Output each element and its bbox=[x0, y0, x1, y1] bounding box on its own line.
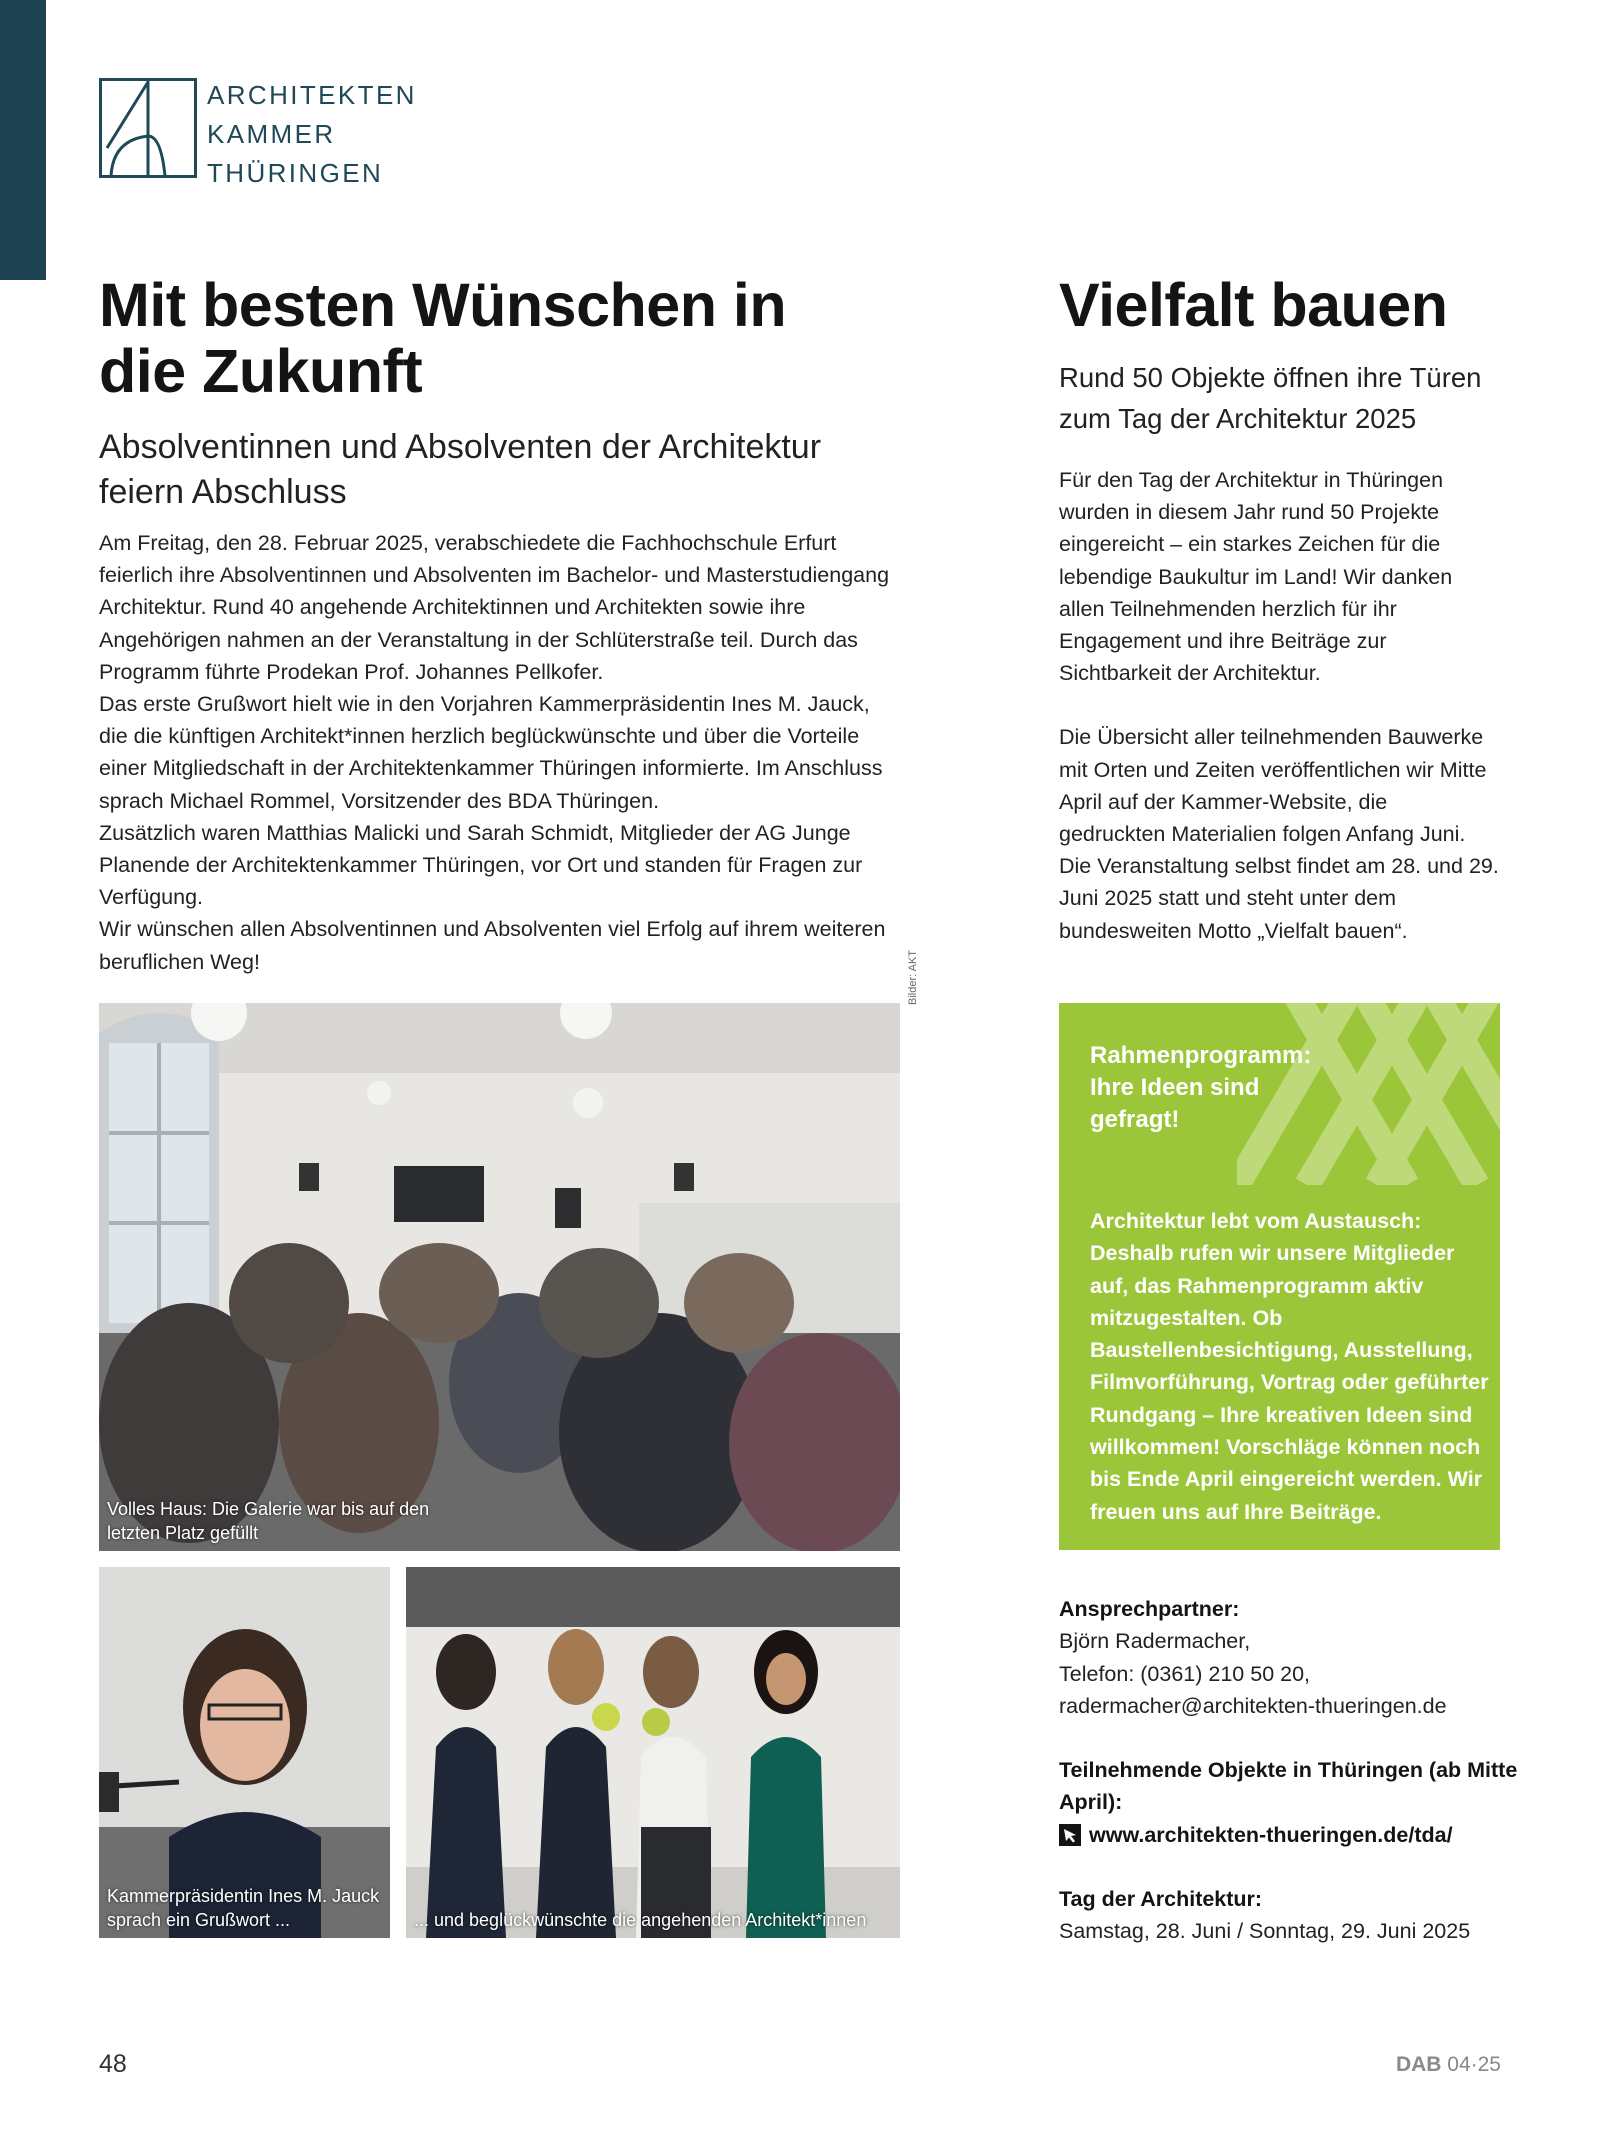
caption-president: Kammerpräsidentin Ines M. Jauck sprach ein Grußwort ... bbox=[107, 1886, 380, 1930]
left-article-title: Mit besten Wünschen in die Zukunft bbox=[99, 271, 787, 405]
caption-hall: Volles Haus: Die Galerie war bis auf den letzten Platz gefüllt bbox=[107, 1499, 430, 1543]
objects-link-text[interactable]: www.architekten-thueringen.de/tda/ bbox=[1089, 1822, 1453, 1847]
photo-president bbox=[99, 1567, 390, 1938]
photo-congrats bbox=[406, 1567, 900, 1938]
right-article-subtitle: Rund 50 Objekte öffnen ihre Türen zum Tag der Architektur 2025 bbox=[1059, 362, 1482, 434]
logo-wordmark bbox=[207, 76, 417, 193]
logo-mark-icon bbox=[99, 78, 197, 178]
objects-link[interactable] bbox=[1059, 1819, 1519, 1851]
side-accent-bar bbox=[0, 0, 46, 280]
contact-section bbox=[1059, 1593, 1519, 1980]
congrats-photo-illustration bbox=[406, 1567, 900, 1938]
left-paragraph: Am Freitag, den 28. Februar 2025, verabschiedete die Fachhochschule Erfurt feierlich ihre Absolventinnen und Absolventen im Bachelor- und Masterstudiengang Architektur. Rund 40 angehende Architektinnen und Architekten sowie ihre Angehörigen nahmen an der Veranstaltung in der Schlüterstraße teil. Durch das Programm führte Prodekan Prof. Johannes Pellkofer. bbox=[99, 531, 890, 684]
president-photo-illustration bbox=[99, 1567, 390, 1938]
contact-email[interactable]: radermacher@architekten-thueringen.de bbox=[1059, 1693, 1447, 1718]
contact-phone[interactable]: Telefon: (0361) 210 50 20, bbox=[1059, 1661, 1311, 1686]
program-callout-box bbox=[1059, 1003, 1500, 1550]
caption-congrats: ... und beglückwünschte die angehenden Architekt*innen bbox=[414, 1910, 867, 1930]
hall-photo-illustration bbox=[99, 1003, 900, 1551]
left-paragraph: Zusätzlich waren Matthias Malicki und Sarah Schmidt, Mitglieder der AG Junge Planende der Architektenkammer Thüringen, vor Ort und standen für Fragen zur Verfügung. bbox=[99, 820, 863, 910]
left-paragraph: Das erste Grußwort hielt wie in den Vorjahren Kammerpräsidentin Ines M. Jauck, die die künftigen Architekt*innen herzlich beglückwünschte und über die Vorteile einer Mitgliedschaft in der Architektenkammer Thüringen informierte. Im Anschluss sprach Michael Rommel, Vorsitzender des BDA Thüringen. bbox=[99, 692, 883, 813]
contact-label: Ansprechpartner: bbox=[1059, 1597, 1240, 1621]
logo-line-3: THÜRINGEN bbox=[207, 158, 384, 188]
right-paragraph: Die Übersicht aller teilnehmenden Bauwerke mit Orten und Zeiten veröffentlichen wir Mitte April auf der Kammer-Website, die gedruckten Materialien folgen Anfang Juni. Die Veranstaltung selbst findet am 28. und 29. Juni 2025 statt und steht unter dem bundesweiten Motto „Vielfalt bauen“. bbox=[1059, 725, 1499, 943]
right-paragraph: Für den Tag der Architektur in Thüringen wurden in diesem Jahr rund 50 Projekte eingereicht – ein starkes Zeichen für die lebendige Baukultur im Land! Wir danken allen Teilnehmenden herzlich für ihr Engagement und ihre Beiträge zur Sichtbarkeit der Architektur. bbox=[1059, 468, 1453, 686]
right-article-body bbox=[1059, 464, 1499, 947]
photo-hall bbox=[99, 1003, 900, 1551]
chamber-logo[interactable] bbox=[99, 78, 419, 188]
objects-block bbox=[1059, 1754, 1519, 1851]
left-paragraph: Wir wünschen allen Absolventinnen und Absolventen viel Erfolg auf ihrem weiteren beruflichen Weg! bbox=[99, 917, 886, 974]
left-article-body bbox=[99, 527, 902, 978]
left-article-subtitle: Absolventinnen und Absolventen der Architektur feiern Abschluss bbox=[99, 428, 822, 511]
contact-name: Björn Radermacher, bbox=[1059, 1629, 1251, 1654]
callout-title: Rahmenprogramm: Ihre Ideen sind gefragt! bbox=[1090, 1042, 1312, 1133]
logo-line-2: KAMMER bbox=[207, 119, 336, 149]
issue-number: 04·25 bbox=[1447, 2053, 1501, 2076]
external-link-arrow-icon bbox=[1059, 1824, 1081, 1846]
tda-dates: Samstag, 28. Juni / Sonntag, 29. Juni 2025 bbox=[1059, 1919, 1471, 1944]
magazine-issue bbox=[1396, 2053, 1501, 2077]
logo-line-1: ARCHITEKTEN bbox=[207, 80, 417, 110]
page-number: 48 bbox=[99, 2050, 127, 2078]
tda-label: Tag der Architektur: bbox=[1059, 1887, 1263, 1912]
tda-block bbox=[1059, 1883, 1519, 1948]
right-article-title: Vielfalt bauen bbox=[1059, 271, 1448, 339]
callout-body: Architektur lebt vom Austausch: Deshalb rufen wir unsere Mitglieder auf, das Rahmenprogramm aktiv mitzugestalten. Ob Baustellenbesichtigung, Ausstellung, Filmvorführung, Vortrag oder geführter Rundgang – Ihre kreativen Ideen sind willkommen! Vorschläge können noch bis Ende April eingereicht werden. Wir freuen uns auf Ihre Beiträge. bbox=[1090, 1209, 1489, 1524]
contact-block bbox=[1059, 1593, 1519, 1722]
photo-credit: Bilder: AKT bbox=[907, 949, 919, 1005]
magazine-name: DAB bbox=[1395, 2053, 1442, 2076]
objects-label: Teilnehmende Objekte in Thüringen (ab Mitte April): bbox=[1059, 1758, 1518, 1815]
